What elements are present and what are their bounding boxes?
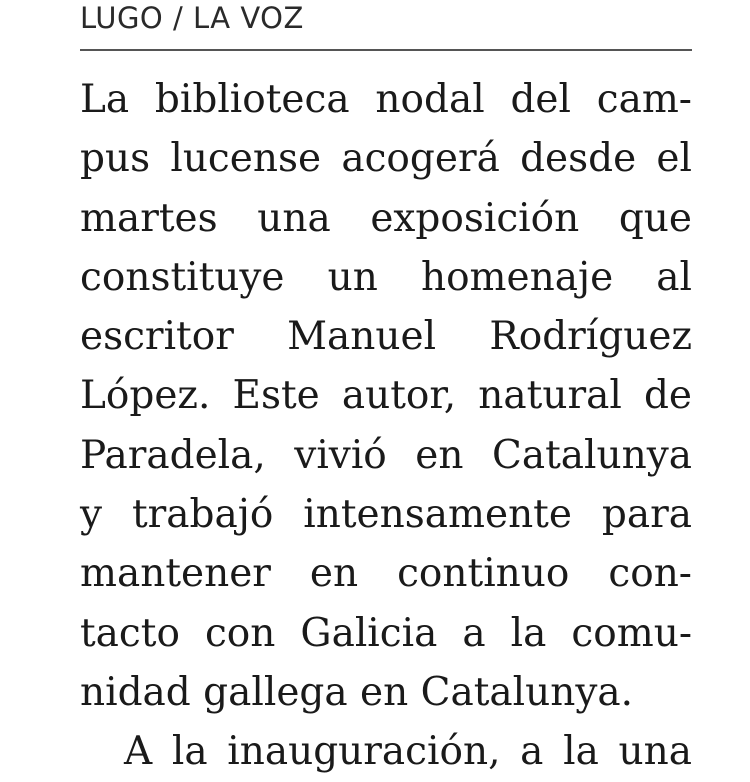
byline: LUGO / LA VOZ <box>80 1 304 35</box>
article-line: constituye un homenaje al <box>80 254 692 300</box>
article-line: López. Este autor, natural de <box>80 373 692 419</box>
article-line: martes una exposición que <box>80 195 692 241</box>
article-line: La biblioteca nodal del cam- <box>80 77 692 122</box>
article-line: pus lucense acogerá desde el <box>80 136 692 182</box>
byline-divider <box>80 49 692 51</box>
article-line-paragraph-2: A la inauguración, a la una <box>124 729 692 775</box>
article-line: nidad gallega en Catalunya. <box>80 669 634 715</box>
article-line: escritor Manuel Rodríguez <box>80 314 692 360</box>
article-line: tacto con Galicia a la comu- <box>80 610 692 656</box>
article-line: mantener en continuo con- <box>80 551 692 597</box>
article-line: Paradela, vivió en Catalunya <box>80 432 692 478</box>
article-body <box>80 70 692 782</box>
article-line: y trabajó intensamente para <box>80 492 692 538</box>
